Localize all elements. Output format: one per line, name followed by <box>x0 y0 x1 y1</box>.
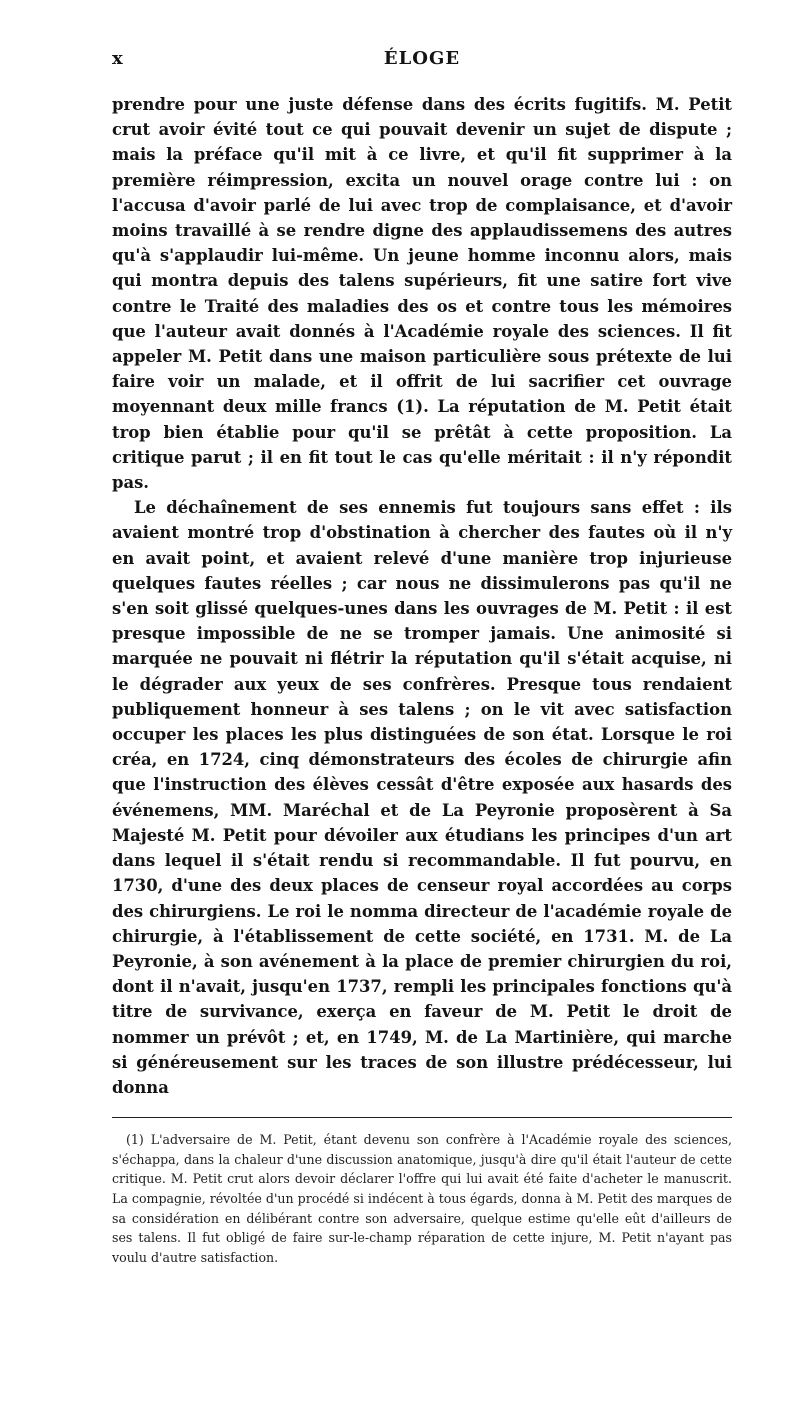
body-paragraph-1: prendre pour une juste défense dans des écrits fugitifs. M. Petit crut avoir évité tout ce qui pouvait devenir un sujet de dispute ; mais la préface qu'il mit à ce livre, et qu'il fit supprimer à la première réimpression, excita un nouvel orage contre lui : on l'accusa d'avoir parlé de lui avec trop de complaisance, et d'avoir moins travaillé à se rendre digne des applaudissemens des autres qu'à s'applaudir lui-même. Un jeune homme inconnu alors, mais qui montra depuis des talens supérieurs, fit une satire fort vive contre le Traité des maladies des os et contre tous les mémoires que l'auteur avait donnés à l'Académie royale des sciences. Il fit appeler M. Petit dans une maison particulière sous prétexte de lui faire voir un malade, et il offrit de lui sacrifier cet ouvrage moyennant deux mille francs (1). La réputation de M. Petit était trop bien établie pour qu'il se prêtât à cette proposition. La critique parut ; il en fit tout le cas qu'elle méritait : il n'y répondit pas. <box>112 95 732 493</box>
body-text <box>112 92 732 1100</box>
page-number: x <box>112 48 124 69</box>
body-paragraph-2: Le déchaînement de ses ennemis fut toujours sans effet : ils avaient montré trop d'obstination à chercher des fautes où il n'y en avait point, et avaient relevé d'une manière trop injurieuse quelques fautes réelles ; car nous ne dissimulerons pas qu'il ne s'en soit glissé quelques-unes dans les ouvrages de M. Petit : il est presque impossible de ne se tromper jamais. Une animosité si marquée ne pouvait ni flétrir la réputation qu'il s'était acquise, ni le dégrader aux yeux de ses confrères. Presque tous rendaient publiquement honneur à ses talens ; on le vit avec satisfaction occuper les places les plus distinguées de son état. Lorsque le roi créa, en 1724, cinq démonstrateurs des écoles de chirurgie afin que l'instruction des élèves cessât d'être exposée aux hasards des événemens, MM. Maréchal et de La Peyronie proposèrent à Sa Majesté M. Petit pour dévoiler aux étudians les principes d'un art dans lequel il s'était rendu si recommandable. Il fut pourvu, en 1730, d'une des deux places de censeur royal accordées au corps des chirurgiens. Le roi le nomma directeur de l'académie royale de chirurgie, à l'établissement de cette société, en 1731. M. de La Peyronie, à son avénement à la place de premier chirurgien du roi, dont il n'avait, jusqu'en 1737, rempli les principales fonctions qu'à titre de survivance, exerça en faveur de M. Petit le droit de nommer un prévôt ; et, en 1749, M. de La Martinière, qui marche si généreusement sur les traces de son illustre prédécesseur, lui donna <box>112 498 732 1097</box>
footnote: (1) L'adversaire de M. Petit, étant devenu son confrère à l'Académie royale des sciences, s'échappa, dans la chaleur d'une discussion anatomique, jusqu'à dire qu'il était l'auteur de cette critique. M. Petit crut alors devoir déclarer l'offre qui lui avait été faite d'acheter le manuscrit. La compagnie, révoltée d'un procédé si indécent à tous égards, donna à M. Petit des marques de sa considération en délibérant contre son adversaire, quelque estime qu'elle eût d'ailleurs de ses talens. Il fut obligé de faire sur-le-champ réparation de cette injure, M. Petit n'ayant pas voulu d'autre satisfaction. <box>112 1132 732 1265</box>
running-head <box>112 42 732 82</box>
book-page <box>112 42 732 1280</box>
header-title: ÉLOGE <box>383 48 461 69</box>
footnote-rule <box>112 1117 732 1118</box>
